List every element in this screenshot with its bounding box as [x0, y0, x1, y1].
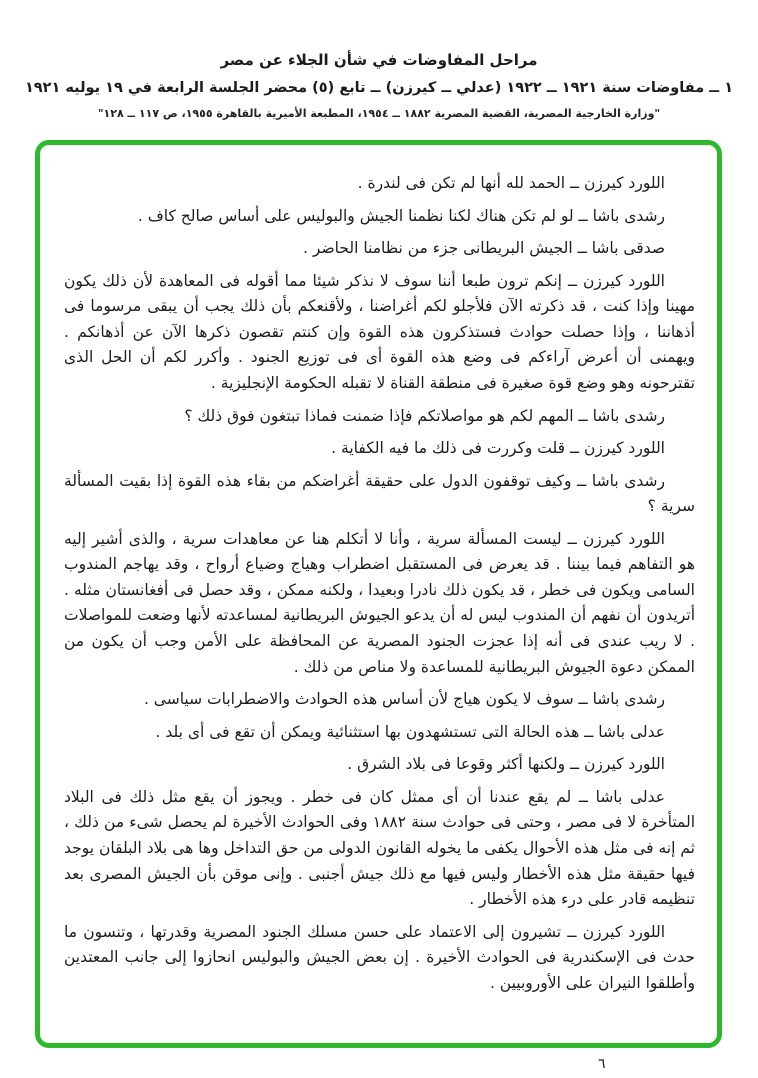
speech-text: قلت وكررت فى ذلك ما فيه الكفاية . — [331, 439, 566, 458]
speaker-dash: ــ — [578, 787, 588, 806]
speaker-dash: ــ — [577, 239, 587, 258]
dialogue-paragraph — [64, 436, 695, 462]
speech-text: لو لم تكن هناك لكنا نظمنا الجيش والبوليس على أساس صالح كاف . — [137, 206, 574, 225]
dialogue-paragraph — [64, 469, 695, 520]
dialogue-paragraph — [64, 752, 695, 778]
speech-text: وكيف توقفون الدول على حقيقة أغراضكم من بقاء هذه القوة إذا بقيت المسألة سرية ؟ — [64, 471, 695, 516]
speaker-dash: ــ — [570, 174, 580, 192]
source-citation: "وزارة الخارجية المصرية، القضية المصرية ١٨٨٢ ــ ١٩٥٤، المطبعة الأميرية بالقاهرة ١٩٥٥، ص ١١٧ ــ ١٢٨" — [97, 107, 661, 121]
speech-text: تشيرون إلى الاعتماد على حسن مسلك الجنود المصرية وقدرتها ، وتنسون ما حدث فى الإسكندرية فى الحوادث الأخيرة . إن بعض الجيش والبوليس انحازوا إلى جانب المعتدين وأطلقوا النيران على الأوروبيين . — [64, 922, 695, 992]
speaker-dash: ــ — [578, 406, 588, 425]
speech-text: هذه الحالة التى تستشهدون بها استثنائية ويمكن أن تقع فى أى بلد . — [155, 722, 580, 741]
speech-text: ليست المسألة سرية ، وأنا لا أتكلم هنا عن معاهدات سرية ، والذى أشير إليه هو التفاهم فيما بيننا . قد يعرض فى المستقبل اضطراب وهياج وضياع أرواح ، وقد يهاجم المندوب السامى ويكون فى خطر ، قد يكون ذلك نادرا وبعيدا ، ولكنه ممكن ، وقد حصل فى أفغانستان مثله . أتريدون أن نفهم أن المندوب ليس له أن يدعو الجيوش البريطانية لمساعدته لأنها وضعت للمواصلات . لا ريب عندى فى أنه إذا عجزت الجنود المصرية عن المحافظة على الأمن وجب أن يكون من الممكن دعوة الجيوش البريطانية للمساعدة ولا مناص من ذلك . — [64, 529, 695, 676]
speech-text: سوف لا يكون هياج لأن أساس هذه الحوادث والاضطرابات سياسى . — [143, 690, 574, 709]
speaker-name: اللورد كيرزن — [582, 529, 665, 548]
speaker-name: اللورد كيرزن — [584, 439, 665, 458]
dialogue-paragraph — [64, 920, 695, 997]
dialogue-paragraph — [64, 720, 695, 746]
speaker-dash: ــ — [567, 529, 577, 548]
speaker-dash: ــ — [578, 690, 588, 709]
speaker-name: رشدى باشا — [592, 206, 665, 225]
speech-text: الحمد لله أنها لم تكن فى لندرة . — [357, 174, 566, 192]
speech-text: ولكنها أكثر وقوعا فى بلاد الشرق . — [347, 755, 566, 774]
dialogue-paragraph — [64, 236, 695, 262]
speech-text: إنكم ترون طبعا أننا سوف لا نذكر شيئا مما أقوله فى المعاهدة لأن ذلك يكون مهينا وإذا كنت ، قد ذكرته الآن فلأجلو لكم أغراضنا ، ولأقنعكم بأن ذلك يجب أن يبقى مرسوما فى أذهاننا ، وإذا حصلت حوادث فستذكرون هذه القوة وإن كنتم تقصون ذكرها الآن عن أذهانكم . ويهمنى أن أعرض آراءكم فى وضع هذه القوة أى فى توزيع الجنود . وأكرر لكم أن الحل الذى تقترحونه وهو وضع قوة صغيرة فى منطقة القناة لا تقبله الحكومة الإنجليزية . — [64, 271, 695, 392]
speaker-name: عدلى باشا — [598, 722, 665, 741]
speaker-name: رشدى باشا — [592, 406, 665, 425]
dialogue-paragraph — [64, 404, 695, 430]
speaker-dash: ــ — [577, 471, 587, 490]
speaker-dash: ــ — [584, 722, 594, 741]
speaker-name: عدلى باشا — [595, 787, 666, 806]
dialogue-paragraph — [64, 269, 695, 397]
speaker-name: رشدى باشا — [592, 690, 665, 709]
page-title: مراحل المفاوضات في شأن الجلاء عن مصر — [220, 51, 538, 69]
dialogue-paragraph — [64, 687, 695, 713]
speech-text: لم يقع عندنا أن أى ممثل كان فى خطر . ويجوز أن يقع مثل ذلك فى البلاد المتأخرة لا فى مصر ، وحتى فى حوادث سنة ١٨٨٢ وفى الحوادث الأخيرة لم يحصل شىء من ذلك ، ثم إنه فى مثل هذه الأحوال يكفى ما يخوله القانون الدولى من حق التداخل وها هى بلاد البلقان يوجد فيها حقيقة مثل هذه الأخطار وليس فيها مع ذلك جيش أجنبى . وإنى موقن بأن الجيش المصرى بعد تنظيمه قادر على درء هذه الأخطار . — [64, 787, 696, 909]
speaker-name: اللورد كيرزن — [584, 174, 665, 192]
highlighted-text-frame — [35, 140, 722, 1048]
document-subtitle: ١ ــ مفاوضات سنة ١٩٢١ ــ ١٩٢٢ (عدلي ــ كيرزن) ــ تابع (٥) محضر الجلسة الرابعة في ١٩ يوليه ١٩٢١ — [24, 80, 734, 96]
speaker-name: اللورد كيرزن — [582, 922, 666, 941]
dialogue-paragraph — [64, 527, 695, 680]
dialogue-paragraph — [64, 171, 695, 197]
speaker-dash: ــ — [567, 271, 578, 290]
page-number: ٦ — [598, 1056, 606, 1072]
speaker-dash: ــ — [567, 922, 577, 941]
speaker-name: اللورد كيرزن — [584, 755, 665, 774]
dialogue-paragraph — [64, 204, 695, 230]
speaker-dash: ــ — [570, 439, 580, 458]
speech-text: المهم لكم هو مواصلاتكم فإذا ضمنت فماذا تبتغون فوق ذلك ؟ — [184, 406, 574, 425]
document-header — [0, 0, 758, 120]
dialogue-paragraph — [64, 785, 695, 913]
speech-text: الجيش البريطانى جزء من نظامنا الحاضر . — [303, 239, 573, 258]
speaker-name: اللورد كيرزن — [583, 271, 665, 290]
speaker-dash: ــ — [570, 755, 580, 774]
speaker-name: صدقى باشا — [591, 239, 665, 258]
speaker-dash: ــ — [578, 206, 588, 225]
speaker-name: رشدى باشا — [591, 471, 665, 490]
